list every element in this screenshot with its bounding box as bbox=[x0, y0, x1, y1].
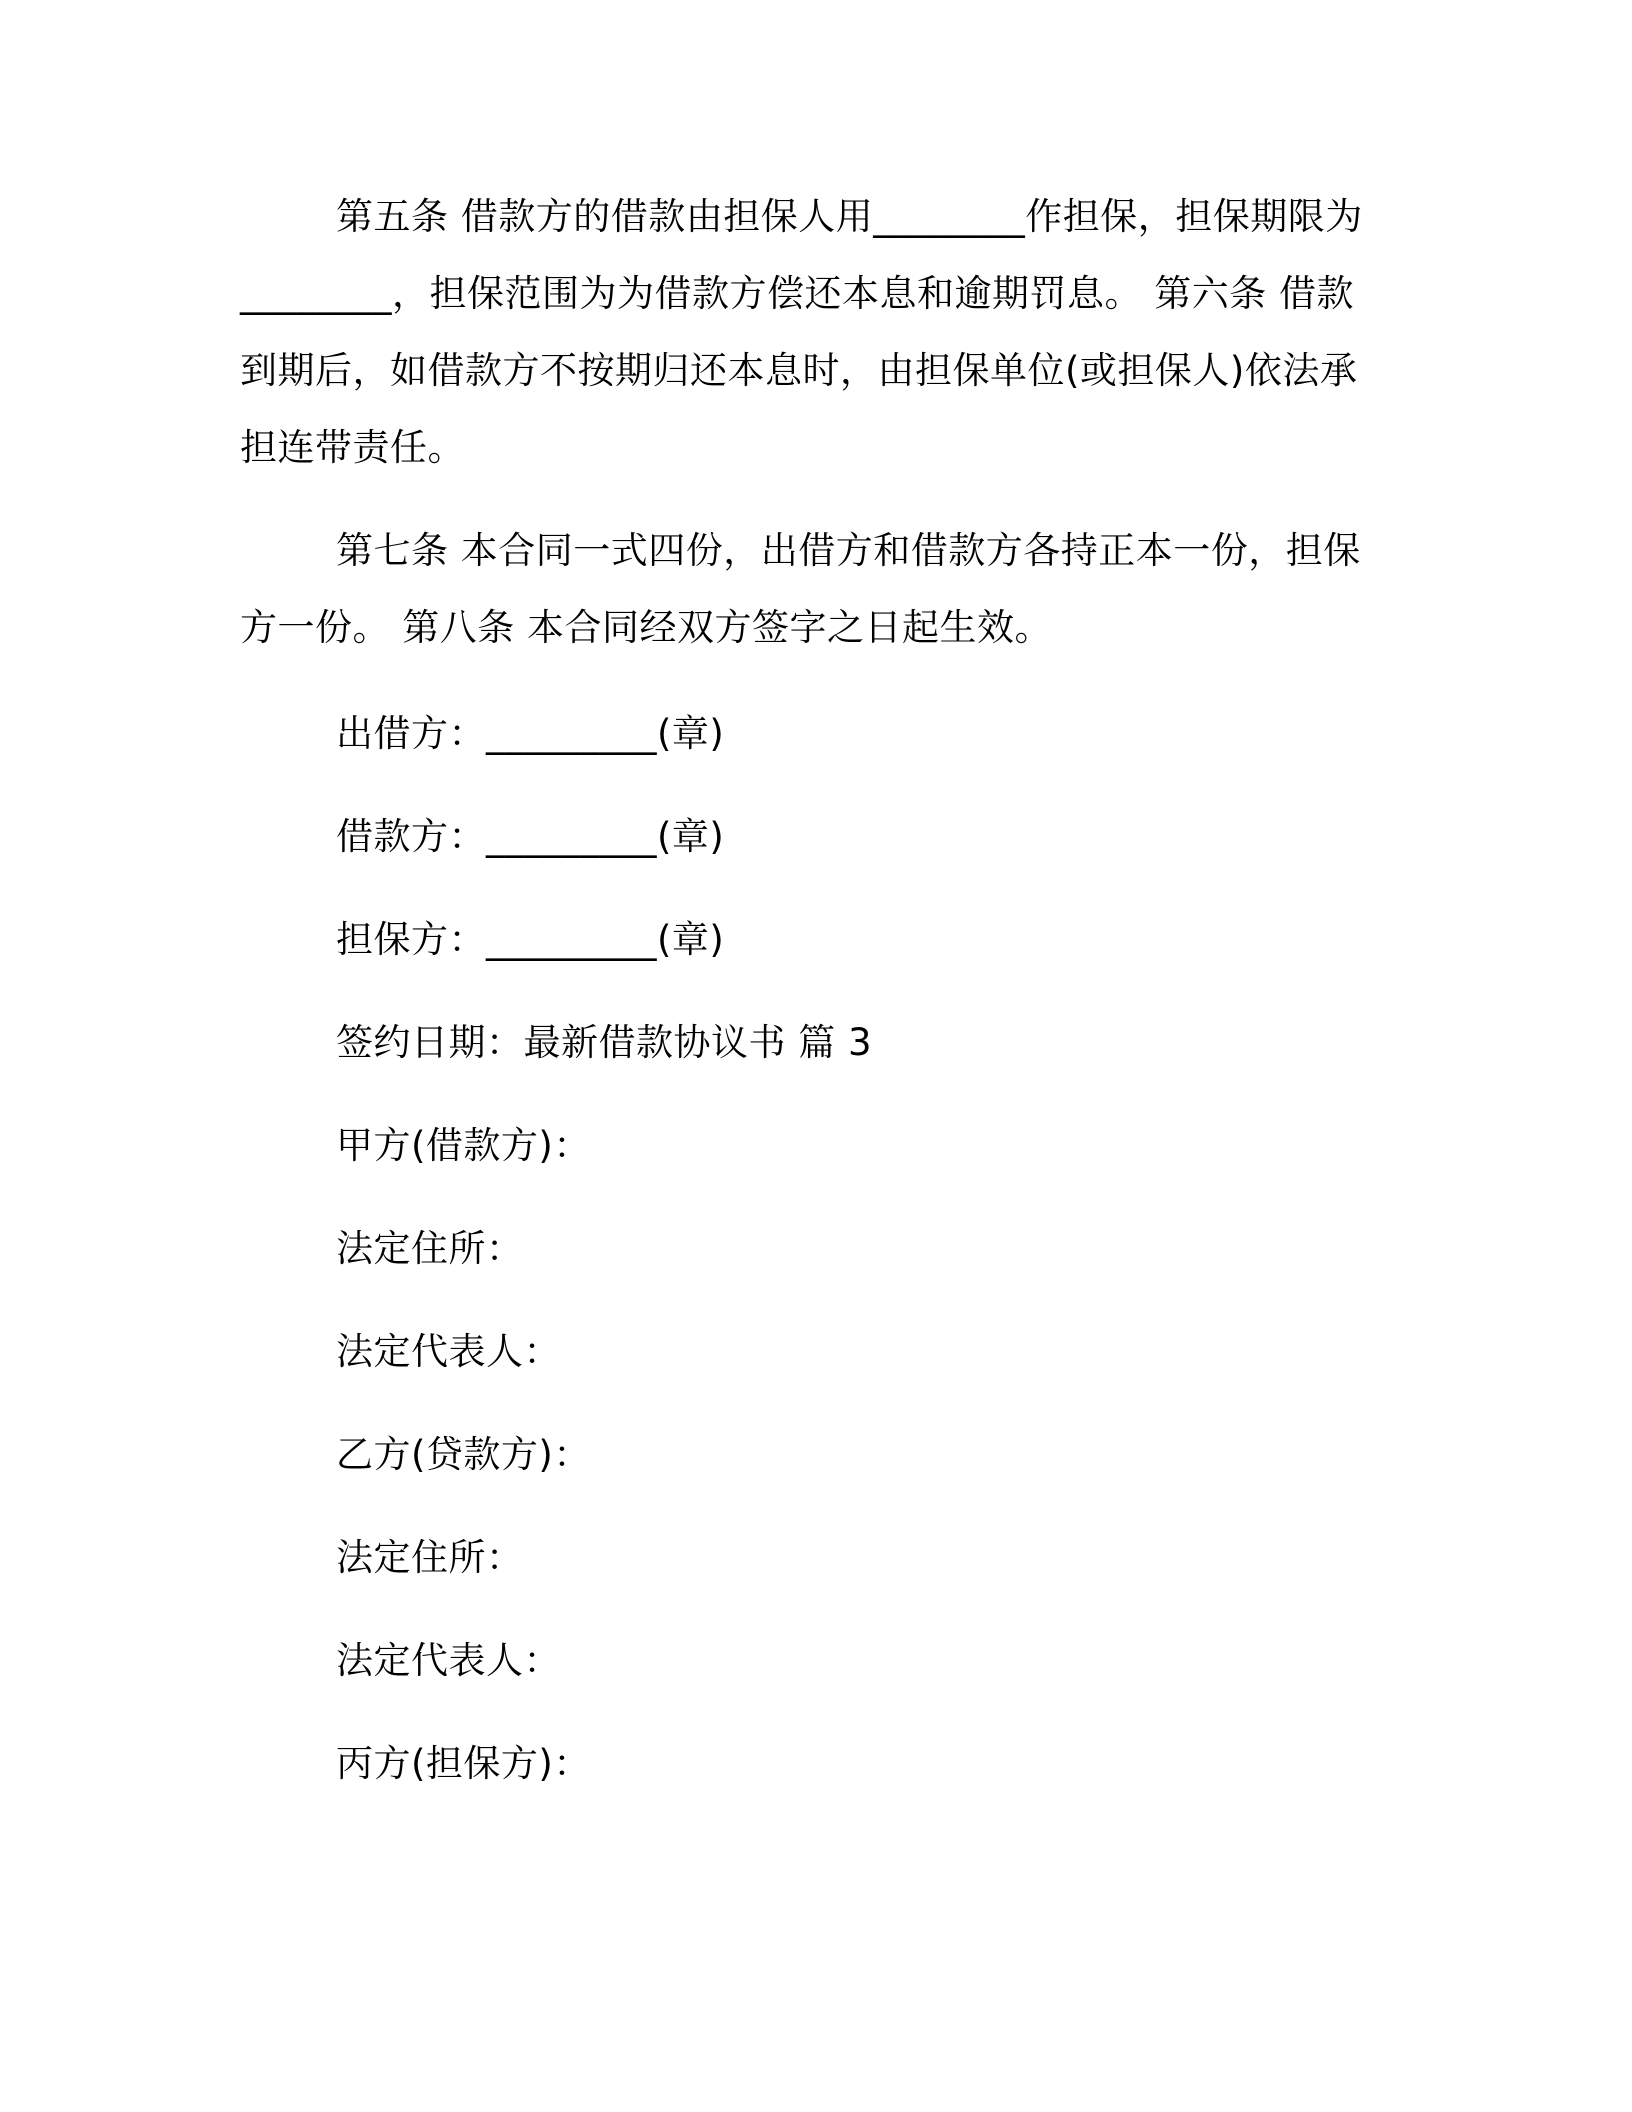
party-a-representative: 法定代表人： bbox=[336, 1330, 561, 1373]
party-b-lender: 乙方(贷款方)： bbox=[336, 1433, 591, 1476]
party-c-guarantor: 丙方(担保方)： bbox=[336, 1742, 591, 1785]
signing-date-line: 签约日期：最新借款协议书 篇 3 bbox=[336, 1021, 873, 1064]
party-b-representative: 法定代表人： bbox=[336, 1639, 561, 1682]
party-a-borrower: 甲方(借款方)： bbox=[336, 1124, 591, 1167]
borrower-signature-line: 借款方：_________(章) bbox=[336, 815, 725, 858]
lender-signature-line: 出借方：_________(章) bbox=[336, 712, 725, 755]
paragraph-article-5-6: 第五条 借款方的借款由担保人用________作担保，担保期限为________，担保范围为为借款方偿还本息和逾期罚息。 第六条 借款到期后，如借款方不按期归还本息时，由担保单位(或担保人)依法承担连带责任。 bbox=[240, 195, 1363, 469]
party-a-address: 法定住所： bbox=[336, 1227, 524, 1270]
paragraph-article-7-8: 第七条 本合同一式四份，出借方和借款方各持正本一份，担保方一份。 第八条 本合同经双方签字之日起生效。 bbox=[240, 529, 1361, 649]
party-b-address: 法定住所： bbox=[336, 1536, 524, 1579]
guarantor-signature-line: 担保方：_________(章) bbox=[336, 918, 725, 961]
